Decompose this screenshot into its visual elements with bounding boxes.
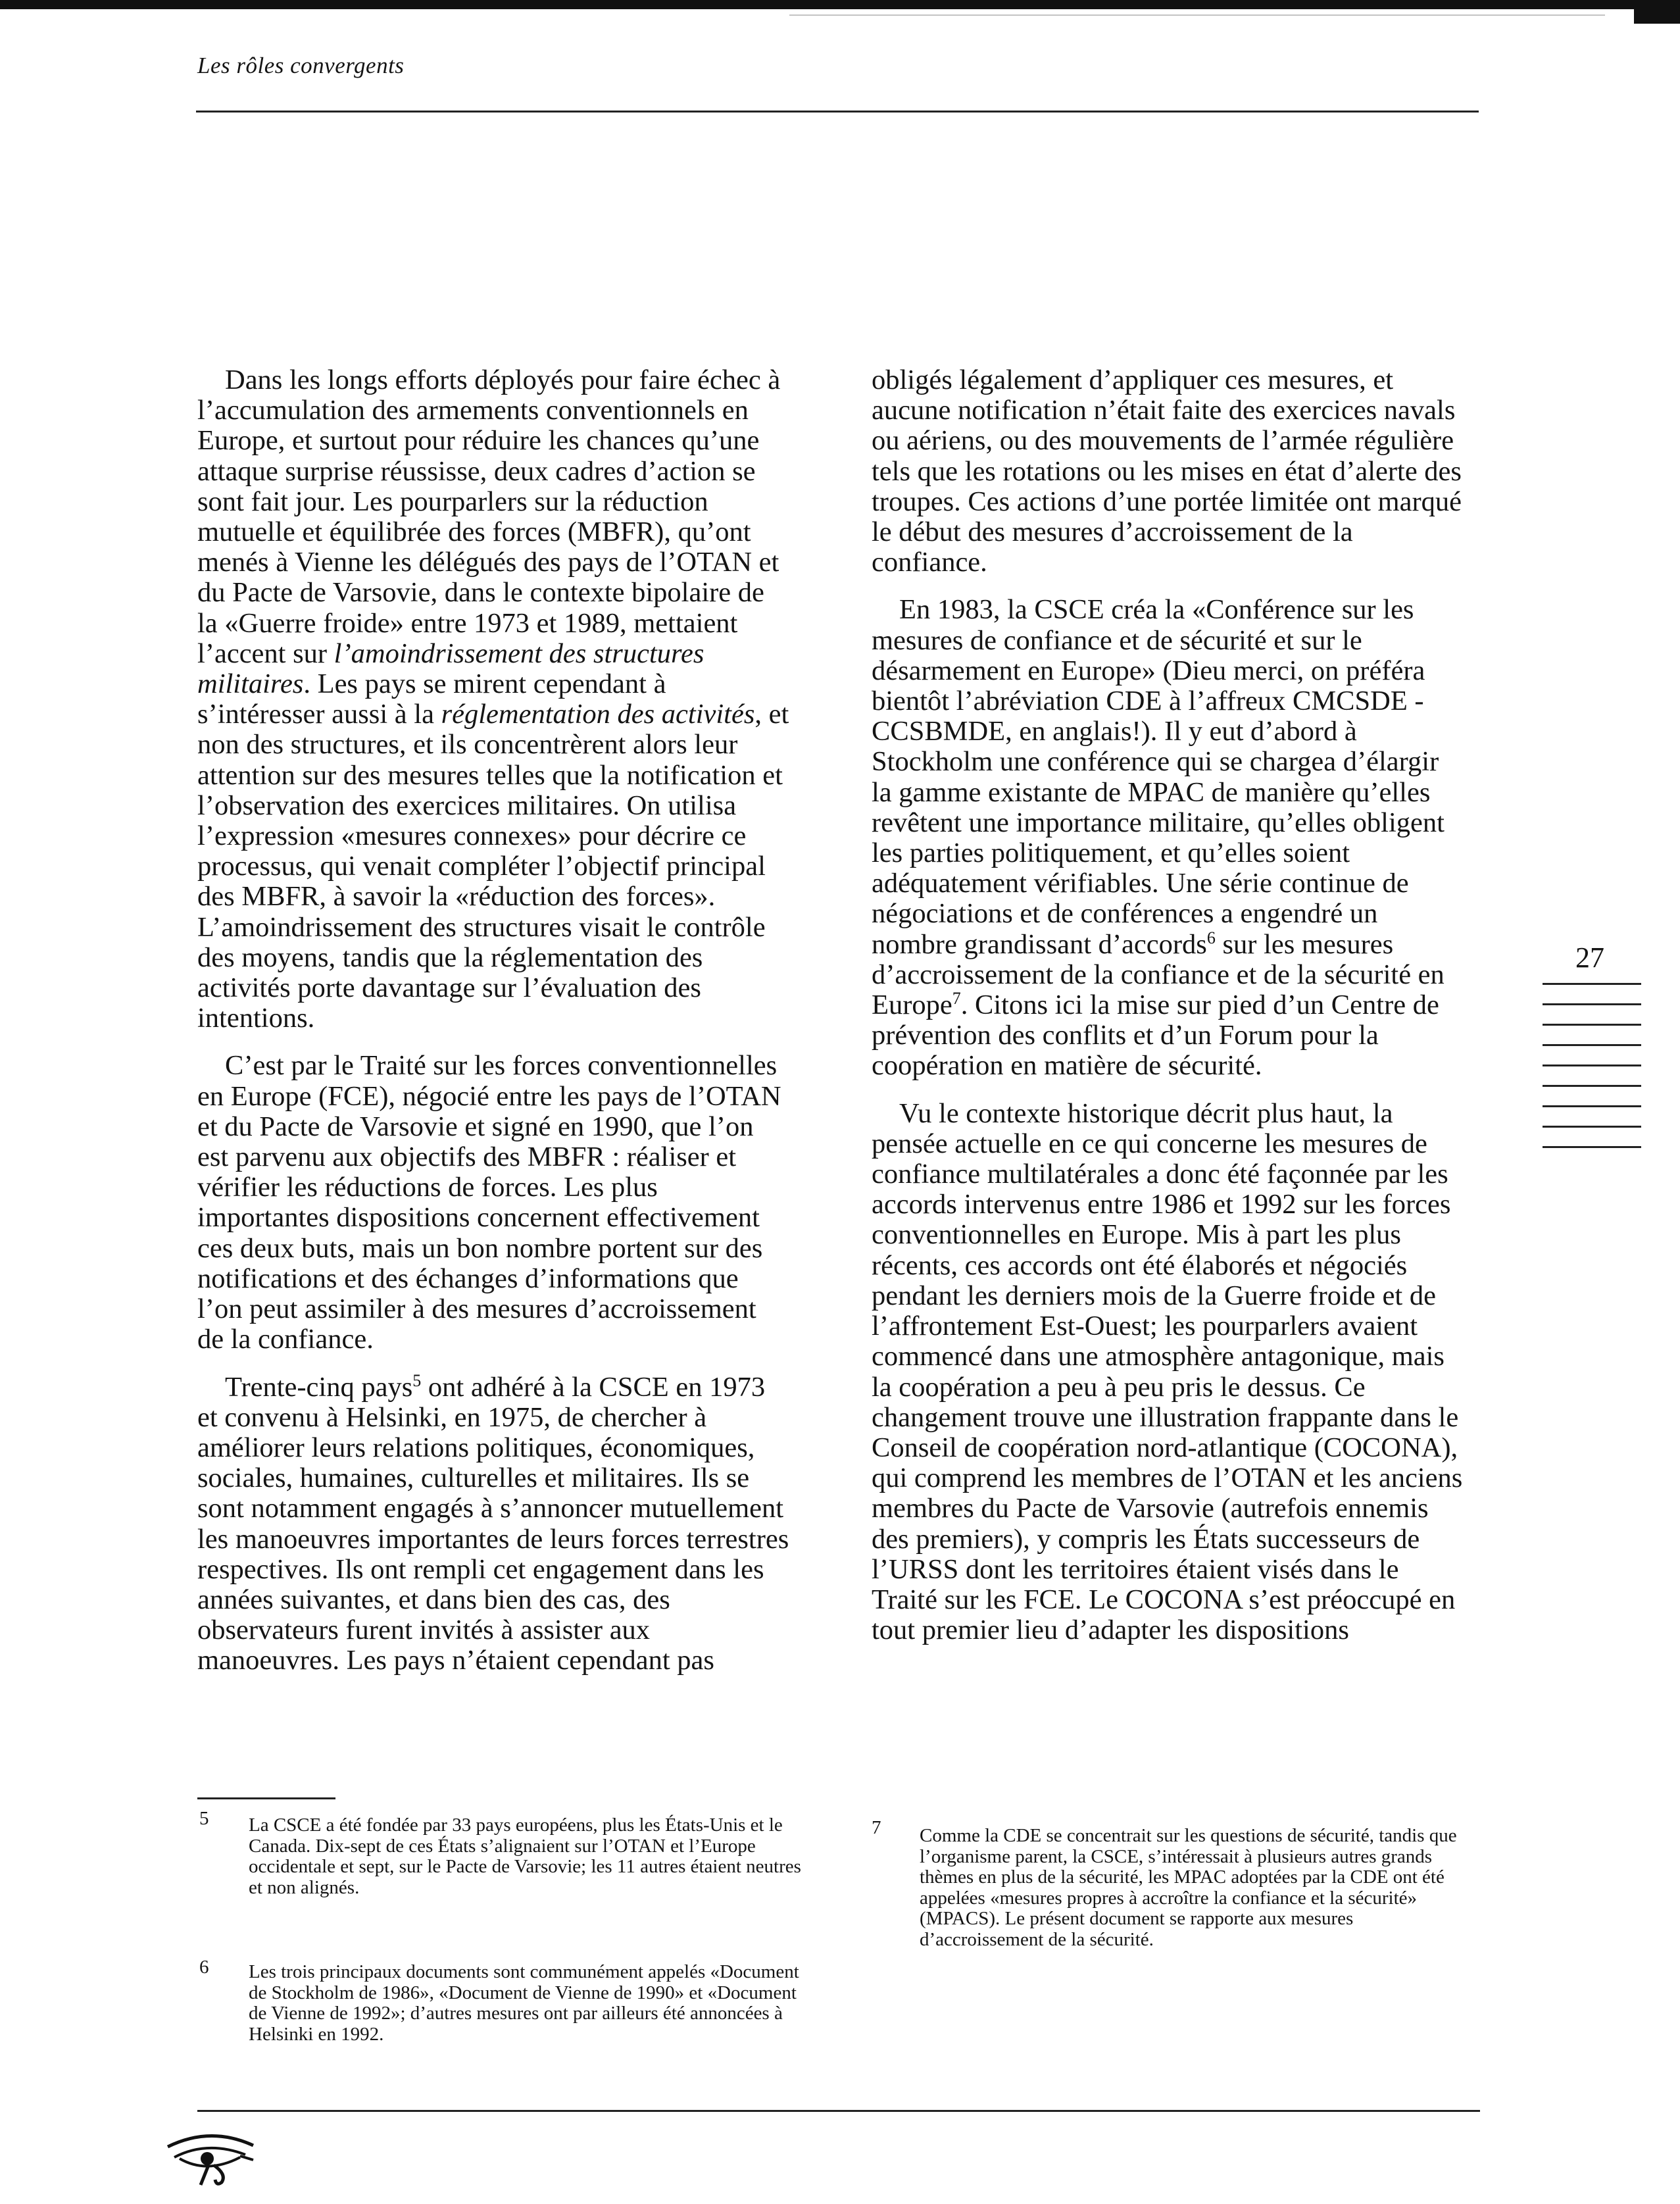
- paragraph: En 1983, la CSCE créa la «Conférence sur les mesures de confiance et de sécurité et sur le désarmement en Europe» (Dieu merci, on préféra bientôt l’abréviation CDE à l’affreux CMCSDE - CCSBMDE, en anglais!). Il y eut d’abord à Stockholm une conférence qui se chargea d’élargir la gamme existante de MPAC de manière qu’elles revêtent une importance militaire, qu’elles obligent les parties politiquement, et qu’elles soient adéquatement vérifiables. Une série continue de négociations et de conférences a engendré un nombre grandissant d’accords$^6$ sur les mesures d’accroissement de la confiance et de la sécurité en Europe$^7$. Citons ici la mise sur pied d’un Centre de prévention des conflits et d’un Forum pour la coopération en matière de sécurité.: [872, 594, 1445, 1082]
- footnote-number: 5: [199, 1808, 209, 1829]
- page-number: 27: [1575, 941, 1604, 974]
- footnote-ref[interactable]: 5: [412, 1370, 422, 1390]
- paragraph: Dans les longs efforts déployés pour faire échec à l’accumulation des armements conventionnels en Europe, et surtout pour réduire les chances qu’une attaque surprise réussisse, deux cadres d’action se sont fait jour. Les pourparlers sur la réduction mutuelle et équilibrée des forces (MBFR), qu’ont menés à Vienne les délégués des pays de l’OTAN et du Pacte de Varsovie, dans le contexte bipolaire de la «Guerre froide» entre 1973 et 1989, mettaient l’accent sur l’amoindrissement des structures militaires. Les pays se mirent cependant à s’intéresser aussi à la réglementation des activités, et non des structures, et ils concentrèrent alors leur attention sur des mesures telles que la notification et l’observation des exercices militaires. On utilisa l’expression «mesures connexes» pour décrire ce processus, qui venait compléter l’objectif principal des MBFR, à savoir la «réduction des forces». L’amoindrissement des structures visait le contrôle des moyens, tandis que la réglementation des activités porte davantage sur l’évaluation des intentions.: [197, 364, 789, 1034]
- footnote-ref[interactable]: 6: [1206, 928, 1216, 947]
- scan-corner: [1634, 0, 1680, 24]
- paragraph: Vu le contexte historique décrit plus haut, la pensée actuelle en ce qui concerne les mesures de confiance multilatérales a donc été façonnée par les accords intervenus entre 1986 et 1992 sur les forces conventionnelles en Europe. Mis à part les plus récents, ces accords ont été élaborés et négociés pendant les derniers mois de la Guerre froide et de l’affrontement Est-Ouest; les pourparlers avaient commencé dans une atmosphère antagonique, mais la coopération a peu à peu pris le dessus. Ce changement trouve une illustration frappante dans le Conseil de coopération nord-atlantique (COCONA), qui comprend les membres de l’OTAN et les anciens membres du Pacte de Varsovie (autrefois ennemis des premiers), y compris les États successeurs de l’URSS dont les territoires étaient visés dans le Traité sur les FCE. Le COCONA s’est préoccupé en tout premier lieu d’adapter les dispositions: [872, 1097, 1463, 1646]
- right-column: [872, 365, 1464, 1663]
- footnote: Les trois principaux documents sont communément appelés «Document de Stockholm de 1986», «Document de Vienne de 1990» et «Document de Vienne de 1992»; d’autres mesures ont par ailleurs été annoncées à Helsinki en 1992.: [249, 1961, 799, 2045]
- footnote-number: 6: [199, 1957, 209, 1978]
- eye-of-horus-icon: [161, 2128, 260, 2191]
- footnote-number: 7: [872, 1817, 881, 1838]
- scan-border: [0, 0, 1680, 9]
- paragraph: obligés légalement d’appliquer ces mesures, et aucune notification n’était faite des exercices navals ou aériens, ou des mouvements de l’armée régulière tels que les rotations ou les mises en état d’alerte des troupes. Ces actions d’une portée limitée ont marqué le début des mesures d’accroissement de la confiance.: [872, 364, 1462, 578]
- margin-rules: [1543, 983, 1641, 1166]
- footnote-rule: [197, 1797, 335, 1799]
- header-rule: [196, 111, 1479, 113]
- footnote: Comme la CDE se concentrait sur les questions de sécurité, tandis que l’organisme parent, la CSCE, s’intéressait à plusieurs autres grands thèmes en plus de la sécurité, les MPAC adoptées par la CDE ont été appelées «mesures propres à accroître la confiance et la sécurité» (MPACS). Le présent document se rapporte aux mesures d’accroissement de la sécurité.: [920, 1825, 1457, 1950]
- paragraph: Trente-cinq pays$^5$ ont adhéré à la CSCE en 1973 et convenu à Helsinki, en 1975, de chercher à améliorer leurs relations politiques, économiques, sociales, humaines, culturelles et militaires. Ils se sont notamment engagés à s’annoncer mutuellement les manoeuvres importantes de leurs forces terrestres respectives. Ils ont rempli cet engagement dans les années suivantes, et dans bien des cas, des observateurs furent invités à assister aux manoeuvres. Les pays n’étaient cependant pas: [197, 1370, 789, 1676]
- running-title: Les rôles convergents: [197, 53, 405, 78]
- scan-artifact-line: [789, 14, 1605, 16]
- footnote-ref[interactable]: 7: [952, 989, 961, 1009]
- left-column: [197, 365, 789, 1693]
- footnote: La CSCE a été fondée par 33 pays européens, plus les États-Unis et le Canada. Dix-sept de ces États s’alignaient sur l’OTAN et l’Europe occidentale et sept, sur le Pacte de Varsovie; les 11 autres étaient neutres et non alignés.: [249, 1815, 801, 1898]
- paragraph: C’est par le Traité sur les forces conventionnelles en Europe (FCE), négocié entre les pays de l’OTAN et du Pacte de Varsovie et signé en 1990, que l’on est parvenu aux objectifs des MBFR : réaliser et vérifier les réductions de forces. Les plus importantes dispositions concernent effectivement ces deux buts, mais un bon nombre portent sur des notifications et des échanges d’informations que l’on peut assimiler à des mesures d’accroissement de la confiance.: [197, 1050, 781, 1355]
- footer-rule: [197, 2110, 1480, 2112]
